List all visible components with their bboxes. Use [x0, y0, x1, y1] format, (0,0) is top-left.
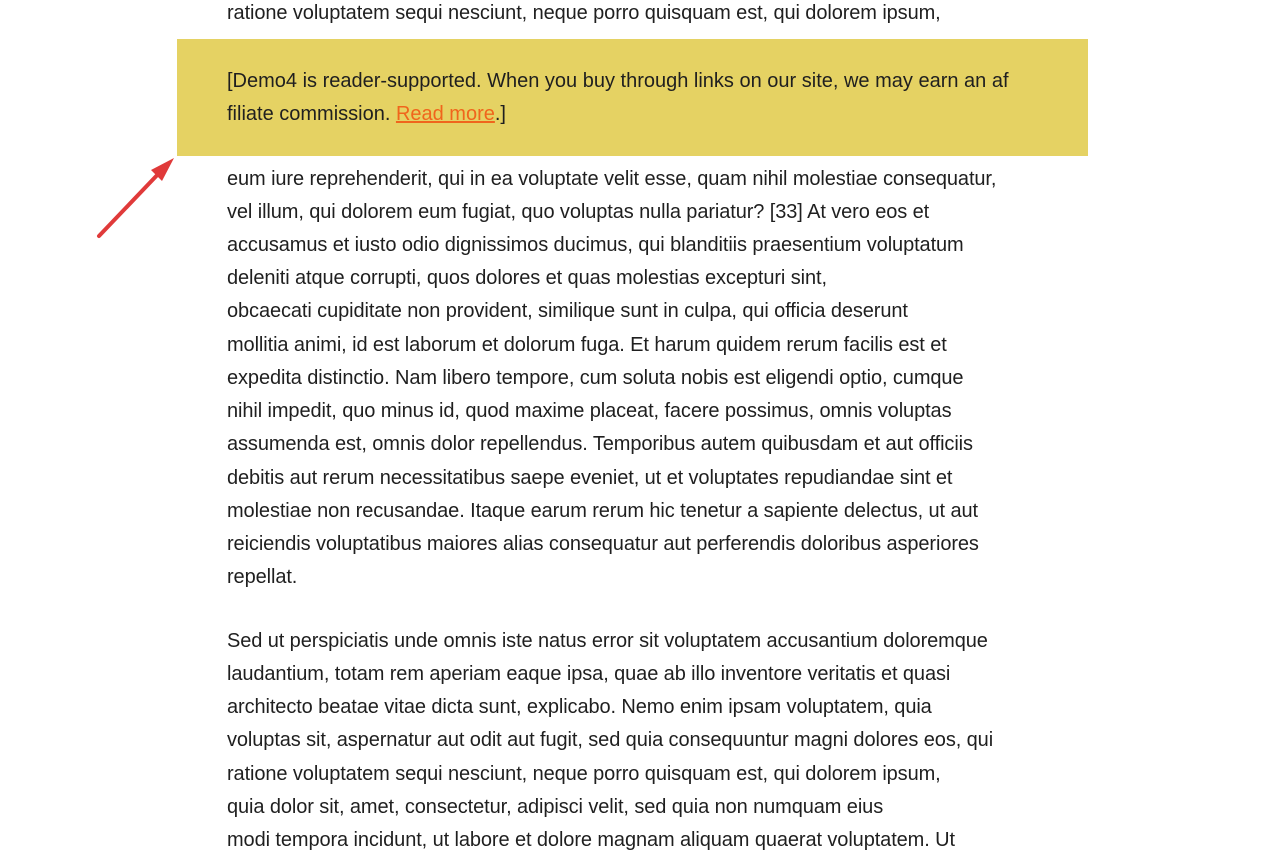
read-more-link[interactable]: Read more [395, 103, 495, 125]
paragraph-line: architecto beatae vitae dicta sunt, explicabo. Nemo enim ipsam voluptatem, quia [227, 696, 932, 718]
paragraph-line: debitis aut rerum necessitatibus saepe eveniet, ut et voluptates repudiandae sint et [227, 467, 953, 489]
disclosure-text-prefix: filiate commission. [227, 103, 396, 125]
paragraph-line: voluptas sit, aspernatur aut odit aut fugit, sed quia consequuntur magni dolores eos, qui [227, 729, 994, 751]
paragraph-line: ratione voluptatem sequi nesciunt, neque porro quisquam est, qui dolorem ipsum, [227, 2, 941, 24]
affiliate-disclosure-banner [177, 39, 1088, 156]
disclosure-text-suffix: .] [494, 103, 506, 125]
paragraph-line: eum iure reprehenderit, qui in ea voluptate velit esse, quam nihil molestiae consequatur, [227, 168, 997, 190]
paragraph-line: Sed ut perspiciatis unde omnis iste natus error sit voluptatem accusantium doloremque [227, 630, 988, 652]
disclosure-text-line-1: [Demo4 is reader-supported. When you buy through links on our site, we may earn an af [227, 70, 1009, 92]
paragraph-line: quia dolor sit, amet, consectetur, adipisci velit, sed quia non numquam eius [227, 796, 884, 818]
paragraph-line: mollitia animi, id est laborum et dolorum fuga. Et harum quidem rerum facilis est et [227, 334, 947, 356]
paragraph-line: modi tempora incidunt, ut labore et dolore magnam aliquam quaerat voluptatem. Ut [227, 829, 955, 851]
paragraph-line: laudantium, totam rem aperiam eaque ipsa, quae ab illo inventore veritatis et quasi [227, 663, 951, 685]
paragraph-line: obcaecati cupiditate non provident, similique sunt in culpa, qui officia deserunt [227, 300, 908, 322]
paragraph-line: nihil impedit, quo minus id, quod maxime placeat, facere possimus, omnis voluptas [227, 400, 952, 422]
paragraph-line: assumenda est, omnis dolor repellendus. Temporibus autem quibusdam et aut officiis [227, 433, 973, 455]
paragraph-line: molestiae non recusandae. Itaque earum rerum hic tenetur a sapiente delectus, ut aut [227, 500, 978, 522]
paragraph-line: ratione voluptatem sequi nesciunt, neque porro quisquam est, qui dolorem ipsum, [227, 763, 941, 785]
paragraph-line: deleniti atque corrupti, quos dolores et quas molestias excepturi sint, [227, 267, 827, 289]
paragraph-line: accusamus et iusto odio dignissimos ducimus, qui blanditiis praesentium voluptatum [227, 234, 964, 256]
disclosure-text-line-2 [227, 98, 1048, 131]
paragraph-line: repellat. [227, 566, 298, 588]
paragraph-line: expedita distinctio. Nam libero tempore, cum soluta nobis est eligendi optio, cumque [227, 367, 964, 389]
paragraph-line: vel illum, qui dolorem eum fugiat, quo voluptas nulla pariatur? [33] At vero eos et [227, 201, 930, 223]
red-arrow-icon [90, 150, 185, 245]
paragraph-line: reiciendis voluptatibus maiores alias consequatur aut perferendis doloribus asperiores [227, 533, 979, 555]
